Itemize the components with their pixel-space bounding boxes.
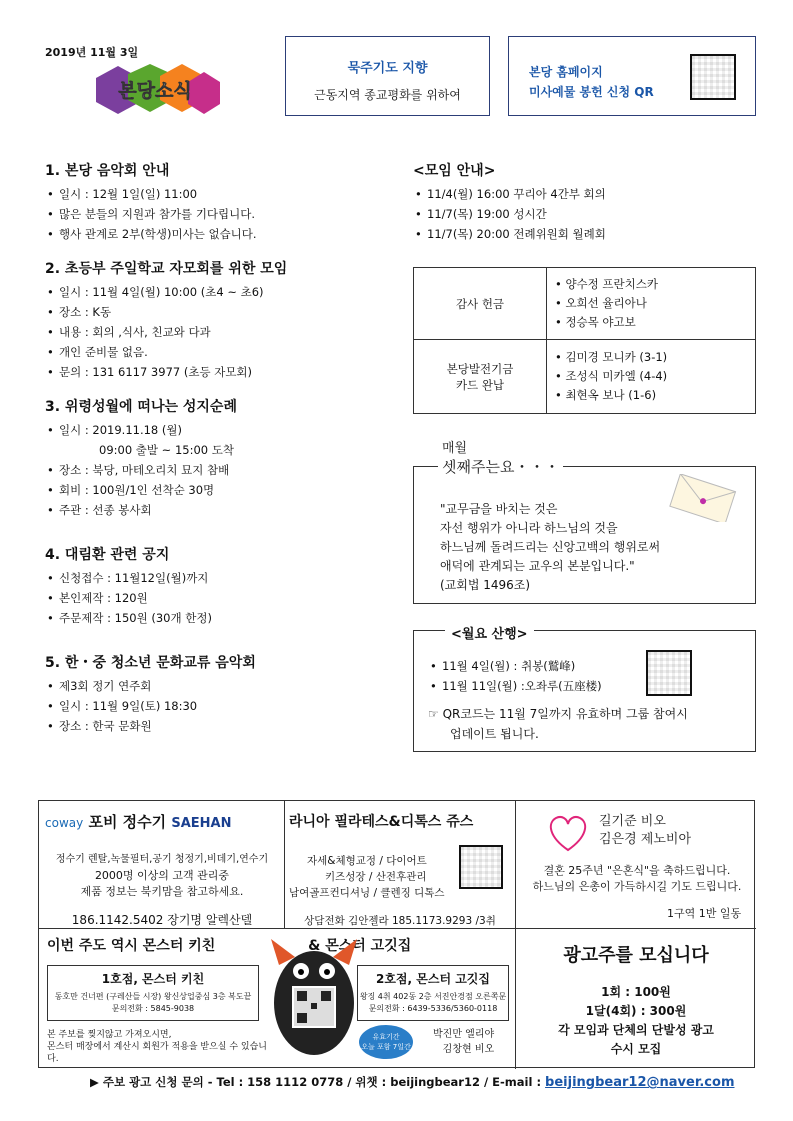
water-ad-contact: 186.1142.5402 장기명 알렉산델: [71, 913, 253, 927]
pilates-ad: 라니아 필라테스&디톡스 쥬스 자세&체형교정 / 다이어트 키즈성장 / 산전후관리 남여골프컨디셔닝 / 클렌징 디톡스 상담전화 김안젤라 185.1173.9293 /3취: [289, 811, 511, 929]
rosary-intention-box: [285, 36, 490, 116]
advertiser-recruit: 광고주를 모십니다 1회 : 100원 1달(4회) : 300원 각 모임과 단체의 단발성 광고 수시 모집: [516, 941, 756, 1059]
mass-offering-label: 미사예물 봉헌 신청 QR: [529, 85, 654, 99]
section-title: 4. 대림환 관련 공지: [45, 547, 170, 563]
list-item: • 11/7(목) 19:00 성시간: [413, 204, 606, 224]
fund-status: 카드 완납: [455, 377, 505, 392]
list-item: • 조성식 미카엘 (4-4): [555, 367, 747, 386]
notice-column: [45, 160, 400, 736]
notice-section: [45, 544, 400, 628]
list-item: • 11/4(월) 16:00 꾸리아 4간부 회의: [413, 184, 606, 204]
list-item: • 내용 : 회의 ,식사, 친교와 다과: [45, 322, 400, 342]
list-item: • 일시 : 2019.11.18 (월): [45, 420, 400, 440]
list-item: • 일시 : 11월 9일(토) 18:30: [45, 696, 400, 716]
list-item: • 일시 : 12월 1일(일) 11:00: [45, 184, 400, 204]
hiking-qr-code[interactable]: [646, 650, 692, 696]
list-item: • 11월 11일(월) :오좌루(五座楼): [428, 676, 602, 696]
list-item: • 정승목 야고보: [555, 313, 747, 332]
tithe-handwriting: 매월 셋째주는요・・・: [438, 440, 563, 476]
monster-headline-left: 이번 주도 역시 몬스터 키친: [47, 938, 216, 954]
notice-section: [45, 160, 400, 244]
water-purifier-ad: coway 포비 정수기 SAEHAN 정수기 렌탈,녹물필터,공기 청정기,비데기,연수기 2000명 이상의 고객 관리중 제품 정보는 북키맘을 참고하세요. 186.1142.5402 장기명 알렉산델: [45, 811, 279, 928]
recruit-title: 광고주를 모십니다: [563, 945, 709, 966]
list-item: • 양수정 프란치스카: [555, 275, 747, 294]
wedding-message: 결혼 25주년 "은혼식"을 축하드립니다. 하느님의 은총이 가득하시길 기도 드립니다.: [532, 864, 742, 893]
monster-owners: 박진만 엘리야 김창현 비오: [433, 1029, 495, 1055]
heart-icon: [545, 813, 591, 853]
monster-note: 본 주보를 찢지않고 가져오시면, 몬스터 매장에서 계산시 회원가 적용을 받으실 수 있습니다.: [47, 1030, 267, 1064]
list-item: 09:00 출발 ~ 15:00 도착: [99, 443, 234, 457]
monster-mascot-icon: [265, 935, 363, 1061]
fund-label: 본당발전기금: [446, 361, 514, 376]
list-item: • 장소 : K동: [45, 302, 400, 322]
homepage-qr-code[interactable]: [690, 54, 736, 100]
list-item: • 많은 분들의 지원과 참가를 기다립니다.: [45, 204, 400, 224]
list-item: • 문의 : 131 6117 3977 (초등 자모회): [45, 362, 400, 382]
list-item: • 11/7(목) 20:00 전례위원회 월례회: [413, 224, 606, 244]
pilates-qr-code[interactable]: [459, 845, 503, 889]
notice-section: [45, 652, 400, 736]
coway-logo: coway: [45, 816, 84, 830]
footer-email-link[interactable]: beijingbear12@naver.com: [545, 1075, 735, 1090]
table-row: [414, 268, 756, 340]
table-row: [414, 340, 756, 414]
list-item: • 오희선 율리아나: [555, 294, 747, 313]
meetings-list: [413, 184, 606, 244]
ads-section: [38, 800, 755, 1068]
list-item: • 주관 : 선종 봉사회: [45, 500, 400, 520]
hiking-title: <월요 산행>: [445, 623, 534, 642]
notice-section: [45, 258, 400, 382]
list-item: • 장소 : 한국 문화원: [45, 716, 400, 736]
logo-text: 본당소식: [118, 80, 192, 102]
pilates-ad-title: 라니아 필라테스&디톡스 쥬스: [289, 814, 474, 830]
list-item: • 행사 관계로 2부(학생)미사는 없습니다.: [45, 224, 400, 244]
monster-store2: 2호점, 몬스터 고깃집 왕징 4취 402동 2층 서진안경점 오른쪽문 문의전화 : 6439-5336/5360-0118: [357, 965, 509, 1021]
section-title: 2. 초등부 주일학교 자모회를 위한 모임: [45, 261, 288, 277]
validity-badge: 유효기간 오늘 포함 7일간: [359, 1025, 413, 1059]
saehan-logo: SAEHAN: [171, 816, 232, 831]
list-item: • 회비 : 100원/1인 선착순 30명: [45, 480, 400, 500]
hiking-list: [428, 656, 602, 696]
list-item: • 제3회 정기 연주회: [45, 676, 400, 696]
hiking-note: ☞ QR코드는 11월 7일까지 유효하며 그룹 참여시 업데이트 됩니다.: [428, 707, 688, 741]
list-item: • 개인 준비물 없음.: [45, 342, 400, 362]
list-item: • 신청접수 : 11월12일(월)까지: [45, 568, 400, 588]
bulletin-date: 2019년 11월 3일: [45, 46, 139, 59]
list-item: • 본인제작 : 120원: [45, 588, 400, 608]
envelope-icon: [668, 474, 738, 522]
list-item: • 11월 4일(월) : 취봉(鷲峰): [428, 656, 602, 676]
water-ad-title: 포비 정수기: [88, 813, 167, 831]
wedding-from: 1구역 1반 일동: [667, 907, 742, 920]
list-item: • 주문제작 : 150원 (30개 한정): [45, 608, 400, 628]
thanks-label: 감사 헌금: [414, 268, 547, 340]
monster-store1: 1호점, 몬스터 키친 동호만 건너편 (구레산들 시장) 왕신상업중심 3층 복도끝 문의전화 : 5845-9038: [47, 965, 259, 1021]
list-item: • 장소 : 북당, 마테오리치 묘지 참배: [45, 460, 400, 480]
parish-news-logo: [88, 60, 223, 115]
meetings-title: <모임 안내>: [413, 163, 496, 179]
list-item: • 일시 : 11월 4일(월) 10:00 (초4 ~ 초6): [45, 282, 400, 302]
notice-section: [45, 396, 400, 520]
list-item: • 최현옥 보나 (1-6): [555, 386, 747, 405]
pilates-ad-contact: 상담전화 김안젤라 185.1173.9293 /3취: [304, 915, 496, 927]
tithe-quote: "교무금을 바치는 것은 자선 행위가 아니라 하느님의 것을 하느님께 돌려드리는 신앙고백의 행위로써 애덕에 관계되는 교우의 본분입니다." (교회법 1496조): [440, 502, 661, 592]
rosary-intention-title: 묵주기도 지향: [347, 61, 428, 76]
section-title: 5. 한・중 청소년 문화교류 음악회: [45, 655, 256, 671]
footer-contact: ▶ 주보 광고 신청 문의 - Tel : 158 1112 0778 / 위챗 : beijingbear12 / E-mail : beijingbear12@naver.com: [90, 1075, 735, 1090]
thanks-table: [413, 267, 756, 414]
list-item: • 김미경 모니카 (3-1): [555, 348, 747, 367]
section-title: 3. 위령성월에 떠나는 성지순례: [45, 399, 237, 415]
homepage-label: 본당 홈페이지: [529, 65, 603, 79]
wedding-names: 길기준 비오 김은경 제노비아: [599, 814, 692, 847]
monster-headline-right: & 몬스터 고깃집: [308, 938, 412, 954]
rosary-intention-text: 근동지역 종교평화를 위하여: [314, 88, 461, 102]
section-title: 1. 본당 음악회 안내: [45, 163, 170, 179]
